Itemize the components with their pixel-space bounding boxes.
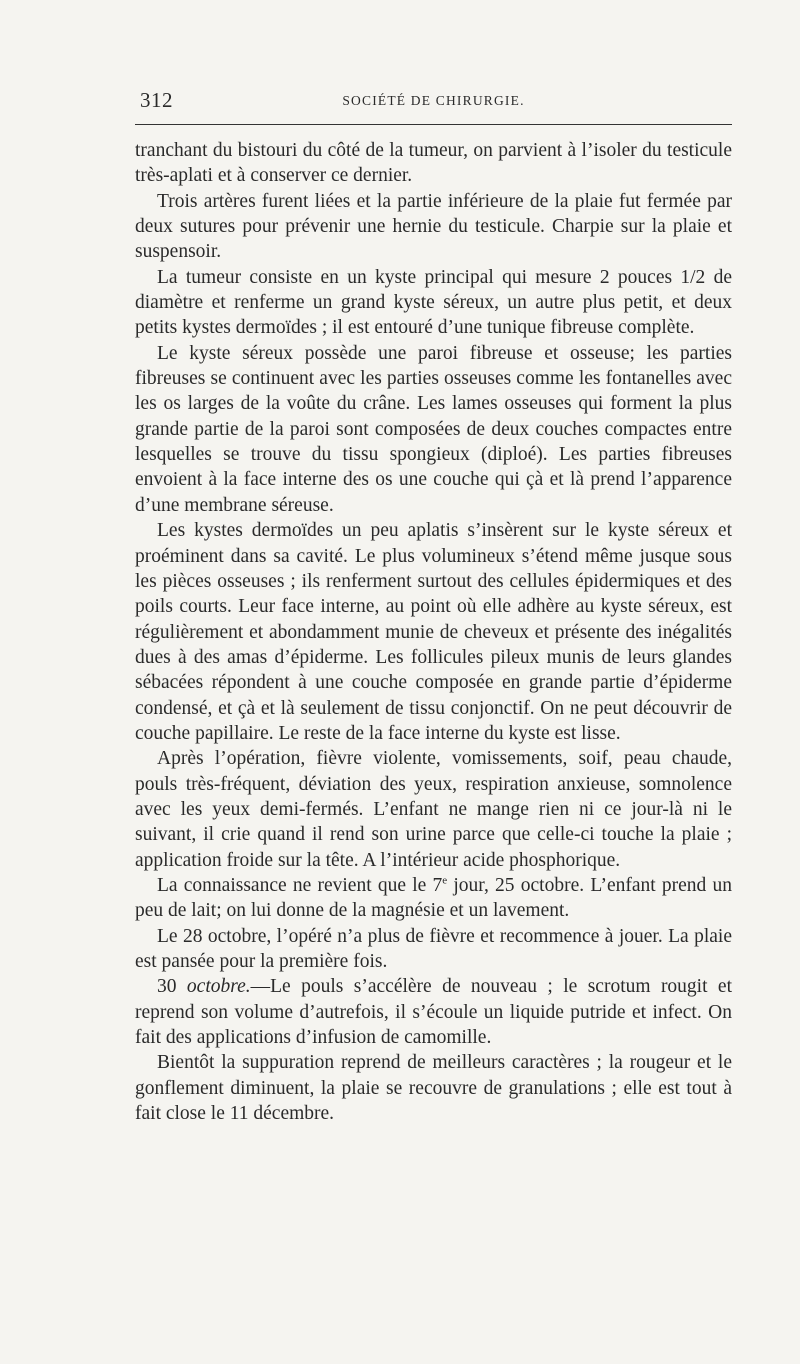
text-run: La connaissance ne revient que le 7 [157, 874, 443, 896]
paragraph: Le 28 octobre, l’opéré n’a plus de fièvre et recommence à jouer. La plaie est pansée pour la première fois. [135, 925, 732, 972]
running-title: SOCIÉTÉ DE CHIRURGIE. [342, 93, 525, 108]
paragraph [135, 873, 732, 924]
page-header [135, 86, 732, 116]
paragraph: Trois artères furent liées et la partie inférieure de la plaie fut fermée par deux sutures pour prévenir une hernie du testicule. Charpie sur la plaie et suspensoir. [135, 190, 732, 263]
header-rule [135, 124, 732, 125]
paragraph [135, 974, 732, 1050]
paragraph: tranchant du bistouri du côté de la tumeur, on parvient à l’isoler du testicule très-aplati et à conserver ce dernier. [135, 140, 732, 187]
date-month: octobre. [186, 976, 251, 998]
paragraph: Après l’opération, fièvre violente, vomissements, soif, peau chaude, pouls très-fréquent, déviation des yeux, respiration anxieuse, somnolence avec les yeux demi-fermés. L’enfant ne mange rien ni ce jour-là ni le suivant, il crie quand il rend son urine parce que celle-ci touche la plaie ; application froide sur la tête. A l’intérieur acide phosphorique. [135, 748, 732, 871]
page-number: 312 [140, 88, 173, 112]
text-run: jour, 25 octobre. L’enfant prend un peu de lait; on lui donne de la magnésie et un lavement. [135, 874, 732, 922]
body-text [135, 138, 732, 1126]
paragraph: Bientôt la suppuration reprend de meilleurs caractères ; la rougeur et le gonflement diminuent, la plaie se recouvre de granulations ; elle est tout à fait close le 11 décembre. [135, 1052, 732, 1125]
text-run: —Le pouls s’accélère de nouveau ; le scrotum rougit et reprend son volume d’autrefois, il s’écoule un liquide putride et infect. On fait des applications d’infusion de camomille. [135, 976, 733, 1049]
paragraph: Les kystes dermoïdes un peu aplatis s’insèrent sur le kyste séreux et proéminent dans sa cavité. Le plus volumineux s’étend même jusque sous les pièces osseuses ; ils renferment surtout des cellules épidermiques et des poils courts. Leur face interne, au point où elle adhère au kyste séreux, est régulièrement et abondamment munie de cheveux et présente des inégalités dues à des amas d’épiderme. Les follicules pileux munis de leurs glandes sébacées répondent à une couche composée en grande partie d’épiderme condensé, et çà et là seulement de tissu conjonctif. On ne peut découvrir de couche papillaire. Le reste de la face interne du kyste est lisse. [135, 520, 732, 744]
paragraph: Le kyste séreux possède une paroi fibreuse et osseuse; les parties fibreuses se continuent avec les parties osseuses comme les fontanelles avec les os larges de la voûte du crâne. Les lames osseuses qui forment la plus grande partie de la paroi sont composées de deux couches compactes entre lesquelles se trouve du tissu spongieux (diploé). Les parties fibreuses envoient à la face interne des os une couche qui çà et là prend l’apparence d’une membrane séreuse. [135, 342, 732, 516]
date-day: 30 [157, 976, 177, 998]
superscript: e [442, 874, 448, 887]
paragraph: La tumeur consiste en un kyste principal qui mesure 2 pouces 1/2 de diamètre et renferme un grand kyste séreux, un autre plus petit, et deux petits kystes dermoïdes ; il est entouré d’une tunique fibreuse complète. [135, 266, 732, 339]
